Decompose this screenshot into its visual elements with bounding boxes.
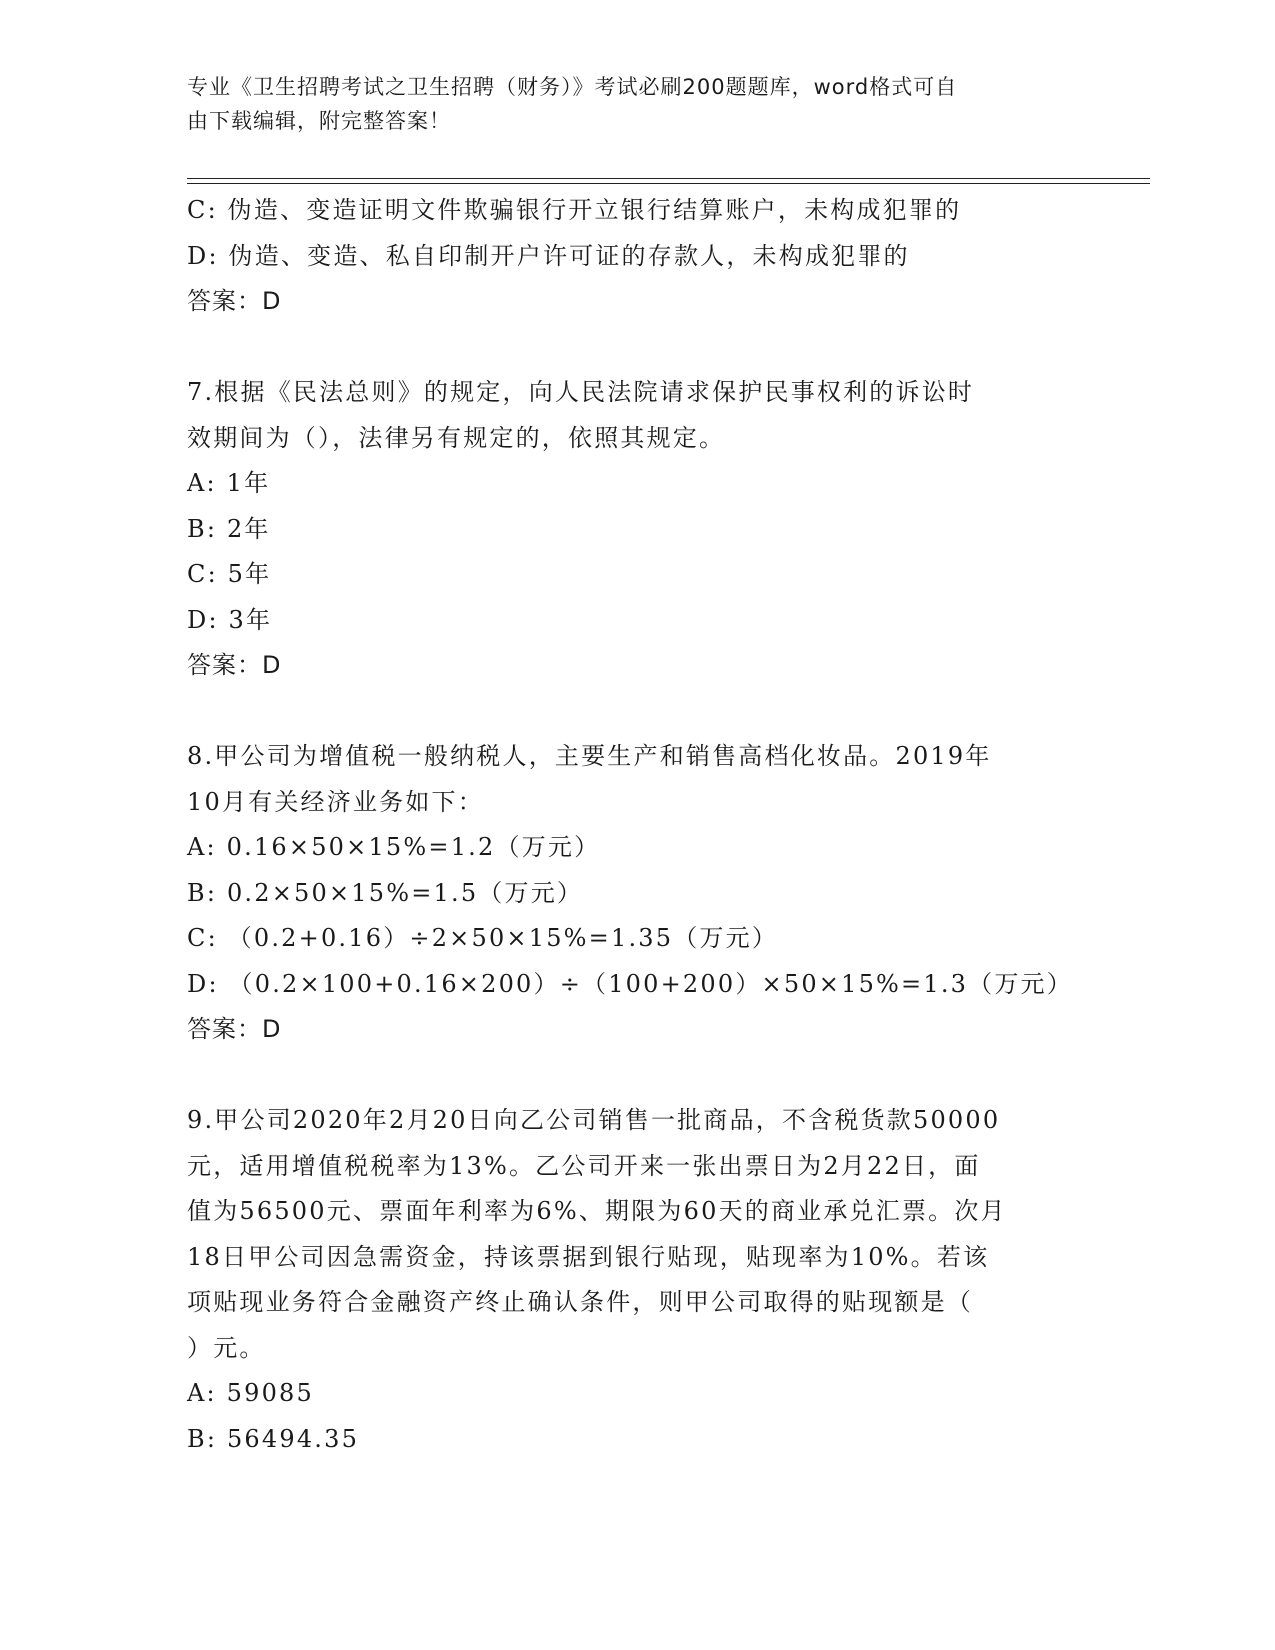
option-c: C: （0.2+0.16）÷2×50×15%=1.35（万元） [187,924,779,952]
header-divider-bottom [187,183,1150,184]
question-stem-line: 7.根据《民法总则》的规定，向人民法院请求保护民事权利的诉讼时 [187,378,975,406]
header-line-2: 由下载编辑，附完整答案！ [187,109,451,133]
question-stem-line: 10月有关经济业务如下： [187,787,484,816]
answer-line: 答案：D [187,651,282,679]
question-8 [187,734,1087,1053]
answer-line: 答案：D [187,287,282,315]
spacer [187,689,1087,735]
option-b: B: 2年 [187,514,271,543]
option-d: D: 伪造、变造、私自印制开户许可证的存款人，未构成犯罪的 [187,241,910,270]
option-b: B: 0.2×50×15%=1.5（万元） [187,878,584,907]
question-previous [187,188,1087,325]
option-d: D: （0.2×100+0.16×200）÷（100+200）×50×15%=1.3（万元） [187,969,1073,998]
option-a: A: 1年 [187,469,271,497]
option-b: B: 56494.35 [187,1424,360,1453]
spacer [187,1053,1087,1099]
question-stem-line: 9.甲公司2020年2月20日向乙公司销售一批商品，不含税货款50000 [187,1106,1001,1134]
header-line-1: 专业《卫生招聘考试之卫生招聘（财务）》考试必刷200题题库，word格式可自 [187,75,958,99]
spacer [187,325,1087,371]
option-a: A: 0.16×50×15%=1.2（万元） [187,833,601,861]
question-stem-line: 18日甲公司因急需资金，持该票据到银行贴现，贴现率为10%。若该 [187,1242,990,1271]
header-divider-top [187,178,1150,179]
question-stem-line: 效期间为（），法律另有规定的，依照其规定。 [187,423,726,452]
option-d: D: 3年 [187,605,273,634]
option-a: A: 59085 [187,1379,314,1407]
question-stem-line: 项贴现业务符合金融资产终止确认条件，则甲公司取得的贴现额是（ [187,1288,973,1316]
question-stem-line: ）元。 [187,1333,266,1362]
question-stem-line: 元，适用增值税税率为13%。乙公司开来一张出票日为2月22日，面 [187,1151,981,1180]
question-stem-line: 值为56500元、票面年利率为6%、期限为60天的商业承兑汇票。次月 [187,1197,1007,1225]
question-9 [187,1098,1087,1462]
answer-line: 答案：D [187,1015,282,1043]
option-c: C: 5年 [187,560,272,588]
option-c: C: 伪造、变造证明文件欺骗银行开立银行结算账户，未构成犯罪的 [187,196,962,224]
document-header [187,70,1067,138]
question-stem-line: 8.甲公司为增值税一般纳税人，主要生产和销售高档化妆品。2019年 [187,742,992,770]
question-7 [187,370,1087,689]
document-body [187,188,1087,1462]
